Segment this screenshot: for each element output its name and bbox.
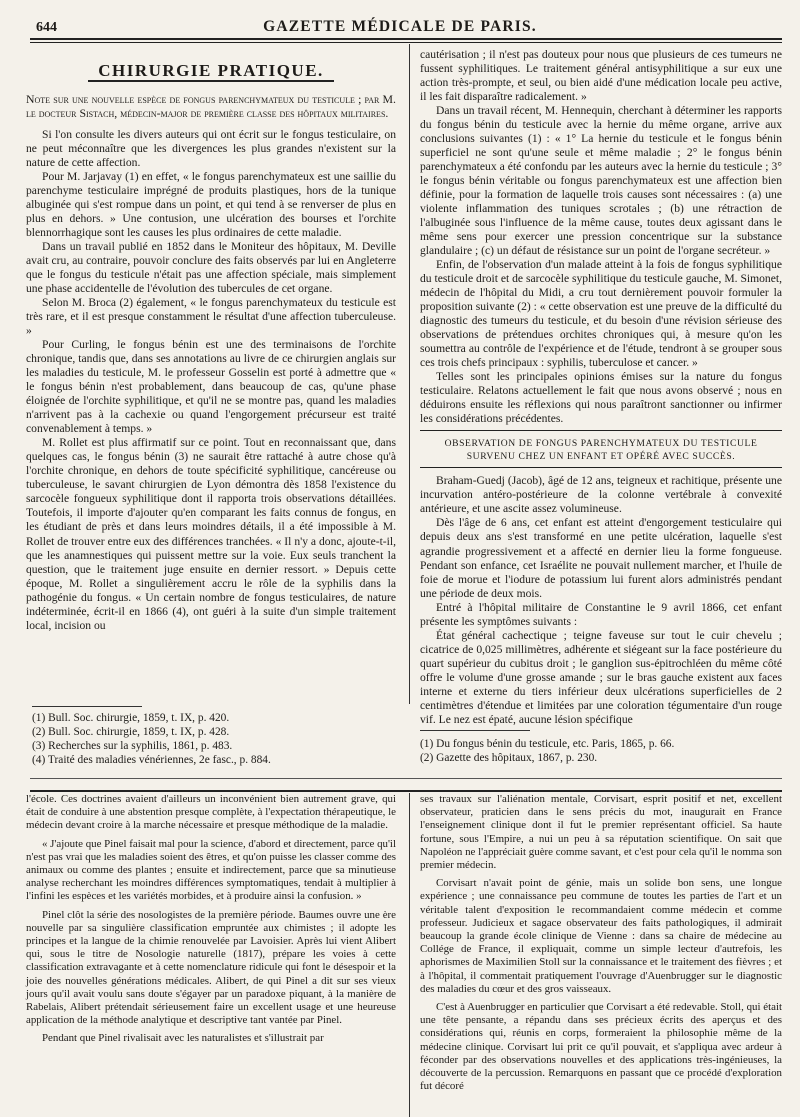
feuilleton-column-divider	[409, 793, 410, 1117]
paragraph: Corvisart n'avait point de génie, mais un solide bon sens, une longue expérience ; une connaissance peu commune de toutes les parties de l'art et un véritable talent d'exposition le recommandaient comme médecin et comme professeur. Judicieux et sagace observateur des faits pathologiques, il admirait beaucoup la grande école clinique de Vienne : dans sa chaire de médecine au Collége de France, il expliquait, comme un simple lecteur d'autrefois, les aphorismes de Maximilien Stoll sur la connaissance et le traitement des fièvres ; et à l'hôpital, il commentait pratiquement l'ouvrage d'Auenbrugger sur le diagnostic des maladies du cœur et des gros vaisseaux.	[420, 877, 782, 995]
column-divider	[409, 44, 410, 704]
paragraph: ses travaux sur l'aliénation mentale, Corvisart, esprit positif et net, excellent observateur, praticien dans le sens précis du mot, inaugurait en France l'enseignement clinique dont il fut le premier représentant officiel. Sa haute fortune, sous l'Empire, a nui un peu à sa réputation scientifique. On sait que Napoléon ne l'appréciait guère comme savant, et c'est pour cela qu'il le nomma son premier médecin.	[420, 793, 782, 872]
header-rule	[30, 38, 782, 40]
paragraph: cautérisation ; il n'est pas douteux pour nous que plusieurs de ces tumeurs ne fussent syphilitiques. Le traitement général antisyphilitique a sur eux une action très-prompte, et seul, ou bien aidé d'une médication locale peu active, il les fait disparaître radicalement. »	[420, 48, 782, 104]
observation-rule	[420, 430, 782, 431]
paragraph: Pendant que Pinel rivalisait avec les naturalistes et s'illustrait par	[42, 1032, 324, 1045]
paragraph: C'est à Auenbrugger en particulier que Corvisart a été redevable. Stoll, qui était une tête pensante, a répandu dans ses précieux écrits des aperçus et des considérations qui, réunis en corps, formeraient la philosophie même de la médecine clinique. Corvisart lui prit ce qu'il pouvait, et s'appliqua avec ardeur à féconder par des observations nouvelles et des applications très-ingénieuses, la découverte de la percussion. Remarquons en passant que ce procédé d'exploration fut décoré	[420, 1001, 782, 1093]
feuilleton-rule-thin	[30, 778, 782, 779]
section-title: CHIRURGIE PRATIQUE.	[88, 64, 334, 82]
observation-rule	[420, 467, 782, 468]
left-column	[26, 62, 396, 702]
paragraph: Selon M. Broca (2) également, « le fongus parenchymateux du testicule est très rare, et il est presque constamment le résultat d'une affection tuberculeuse. »	[26, 296, 396, 338]
footnotes-right	[420, 737, 782, 765]
feuilleton-right-column	[420, 793, 782, 1115]
paragraph: Dans un travail publié en 1852 dans le Moniteur des hôpitaux, M. Deville avait cru, au contraire, pouvoir conclure des faits observés par lui en Angleterre que le fongus du testicule n'était pas une affection spéciale, mais simplement une phase accidentelle de l'évolution des tubercules de cet organe.	[26, 240, 396, 296]
paragraph: Dans un travail récent, M. Hennequin, cherchant à déterminer les rapports du fongus bénin du testicule avec la hernie du même organe, arrive aux conclusions suivantes (1) : « 1° La hernie du testicule et le fongus bénin superficiel ne sont qu'une seule et même maladie ; 2° le fongus bénin parenchymateux a été confondu par les auteurs avec la hernie du testicule ; 3° le fongus bénin véritable ou fongus parenchymateux est une affection bien définie, pour la formation de laquelle trois causes sont nécessaires : (a) une violente inflammation des tuniques scrotales ; (b) une rétraction de l'albuginée sous l'influence de la même cause, toutes deux agissant dans le même sens pour exercer une pression concentrique sur la substance glandulaire ; (c) un défaut de résistance sur un point de l'organe secréteur. »	[420, 104, 782, 258]
paragraph: Pour M. Jarjavay (1) en effet, « le fongus parenchymateux est une saillie du parenchyme testiculaire imprégné de produits plastiques, hors de la tunique albuginée qui s'est rompue dans un point, et qui tend à se renverser de plus en plus en dehors. » Une contusion, une ulcération des bourses et l'orchite blennorrhagique sont les causes les plus ordinaires de cette maladie.	[26, 170, 396, 240]
footnote: (4) Traité des maladies vénériennes, 2e fasc., p. 884.	[32, 754, 271, 766]
paragraph: Entré à l'hôpital militaire de Constantine le 9 avril 1866, cet enfant présente les symptômes suivants :	[420, 600, 782, 628]
footnote: (1) Bull. Soc. chirurgie, 1859, t. IX, p. 420.	[32, 712, 230, 724]
running-title: GAZETTE MÉDICALE DE PARIS.	[263, 18, 537, 35]
paragraph: Braham-Guedj (Jacob), âgé de 12 ans, teigneux et rachitique, présente une incurvation antéro-postérieure de la colonne vertébrale à convexité antérieure, et une ascite assez volumineuse.	[420, 474, 782, 516]
paragraph: « J'ajoute que Pinel faisait mal pour la science, d'abord et directement, parce qu'il n'est pas vrai que les maladies soient des êtres, et qu'on puisse les classer comme des animaux ou comme des plantes ; ensuite et indirectement, parce que sa minutieuse analyse recherchant les moindres différences symptomatiques, tendait à multiplier à l'infini les espèces et les variétés morbides, et à produire ainsi la confusion. »	[26, 837, 396, 903]
footnote-rule	[32, 706, 142, 707]
paragraph: Telles sont les principales opinions émises sur la nature du fongus testiculaire. Relatons actuellement le fait que nous avons observé ; nous en déduirons ensuite les réflexions qui nous paraîtront sanctionner ou infirmer les considérations précédentes.	[420, 370, 782, 426]
section-title-box	[26, 61, 396, 82]
note-heading: Note sur une nouvelle espèce de fongus parenchymateux du testicule ; par M. le docteur Sistach, médecin-major de première classe des hôpitaux militaires.	[26, 92, 396, 121]
paragraph: Si l'on consulte les divers auteurs qui ont écrit sur le fongus testiculaire, on ne peut méconnaître que les divergences les plus grandes n'existent sur la nature de cette affection.	[26, 128, 396, 170]
footnote: (3) Recherches sur la syphilis, 1861, p. 483.	[32, 740, 233, 752]
footnote: (2) Gazette des hôpitaux, 1867, p. 230.	[420, 752, 598, 764]
footnote: (1) Du fongus bénin du testicule, etc. Paris, 1865, p. 66.	[420, 738, 675, 750]
paragraph: Enfin, de l'observation d'un malade atteint à la fois de fongus syphilitique du testicule droit et de sarcocèle syphilitique du testicule gauche, M. Simonet, médecin de l'hôpital du Midi, a cru tout dernièrement pouvoir formuler la proposition suivante (2) : « cette observation est une preuve de la difficulté du diagnostic des tumeurs du testicule, et du besoin d'une révision sérieuse des observations de prétendues orchites chroniques qui, à mesure qu'on les soumettra au contrôle de l'expérience et de l'étude, tendront à se grouper sous ces trois chefs principaux : syphilis, tuberculose et cancer. »	[420, 258, 782, 370]
footnote: (2) Bull. Soc. chirurgie, 1859, t. IX, p. 428.	[32, 726, 230, 738]
feuilleton-left-column	[26, 793, 396, 1115]
right-column	[420, 48, 782, 726]
header-rule-thin	[30, 42, 782, 43]
paragraph: l'école. Ces doctrines avaient d'ailleurs un inconvénient bien autrement grave, qui était de conduire à une abstention presque complète, à l'expectation thérapeutique, le médecin devant croire à la marche nécessaire et presque méthodique de la maladie.	[26, 793, 396, 832]
footnotes-left	[32, 711, 402, 767]
paragraph: Pinel clôt la série des nosologistes de la première période. Baumes ouvre une ère nouvelle par sa singulière classification empruntée aux chimistes ; il adopte les principes et la langue de la chimie renouvelée par Lavoisier. Après lui vient Alibert qui, sous le titre de Nosologie naturelle (1817), prépare les voies à cette classification extravagante et à cette nomenclature ridicule qui font le désespoir et la joie des nouvelles générations médicales. Alibert, de qui Pinel a dit sur ses vieux jours qu'il avait voulu sans doute s'égayer par un paradoxe piquant, à la manière de Rabelais, Alibert prétendait sérieusement faire un excellent usage et une heureuse application de la méthode analytique et descriptive tant vantée par Pinel.	[26, 908, 396, 1027]
paragraph: Pour Curling, le fongus bénin est une des terminaisons de l'orchite chronique, tandis que, dans ses annotations au livre de ce chirurgien anglais sur les maladies du testicule, M. le professeur Gosselin est porté à admettre que « le fongus bénin n'est probablement, dans beaucoup de cas, qu'une phase éloignée de l'orchite syphilitique, et qu'il ne se montre pas, quand les maladies n'arrivent pas à la cachexie ou quand l'engorgement précurseur est traité convenablement à temps. »	[26, 338, 396, 436]
paragraph: État général cachectique ; teigne faveuse sur tout le cuir chevelu ; cicatrice de 0,025 millimètres, adhérente et siégeant sur la face postérieure du quart supérieur du cubitus droit ; le ganglion sus-épitrochléen du même côté offre le volume d'une grosse amande ; sur le bras gauche existent aux faces interne et externe du tiers inférieur deux ulcérations superficielles de 2 centimètres d'étendue et limitées par une coloration tégumentaire d'un rouge vif. Le nez est épaté, aucune lésion spécifique	[420, 628, 782, 726]
paragraph: M. Rollet est plus affirmatif sur ce point. Tout en reconnaissant que, dans quelques cas, le fongus bénin (3) ne saurait être rattaché à autre chose qu'à l'orchite chronique, en dehors de toute spécificité syphilitique, cancéreuse ou tuberculeuse, le savant chirurgien de Lyon démontra dès 1858 l'existence du sarcocèle fongueux syphilitique dont il rapporta trois observations détaillées. Toutefois, il importe d'ajouter qu'en comparant les faits connus de fongus, en les étudiant de près et dans leurs moindres détails, il a été impossible à M. Rollet de trouver entre eux des différences tranchées. « Il n'y a donc, ajoute-t-il, que les anamnestiques qui puissent mettre sur la voie. Eux seuls tranchent la question, que le traitement juge ensuite en dernier ressort. » Depuis cette époque, M. Rollet a singulièrement accru le rôle de la syphilis dans la pathogénie du fongus. « Un certain nombre de fongus testiculaires, de nature indéterminée, écrit-il en 1866 (4), ont guéri à la suite d'un simple traitement local, incision ou	[26, 436, 396, 632]
page-number: 644	[36, 20, 57, 35]
paragraph: Dès l'âge de 6 ans, cet enfant est atteint d'engorgement testiculaire qui depuis deux ans s'est transformé en une petite ulcération, laquelle s'est agrandie progressivement et a affecté en dernier lieu la forme fongueuse. Pendant son enfance, cet Israélite ne pouvait nullement marcher, et l'huile de foie de morue et l'iodure de potassium lui furent alors administrés pendant une période de deux mois.	[420, 516, 782, 600]
feuilleton-rule	[30, 790, 782, 792]
footnote-rule	[420, 730, 530, 731]
observation-title: OBSERVATION DE FONGUS PARENCHYMATEUX DU TESTICULE SURVENU CHEZ UN ENFANT ET OPÉRÉ AVEC SUCCÈS.	[444, 438, 758, 463]
